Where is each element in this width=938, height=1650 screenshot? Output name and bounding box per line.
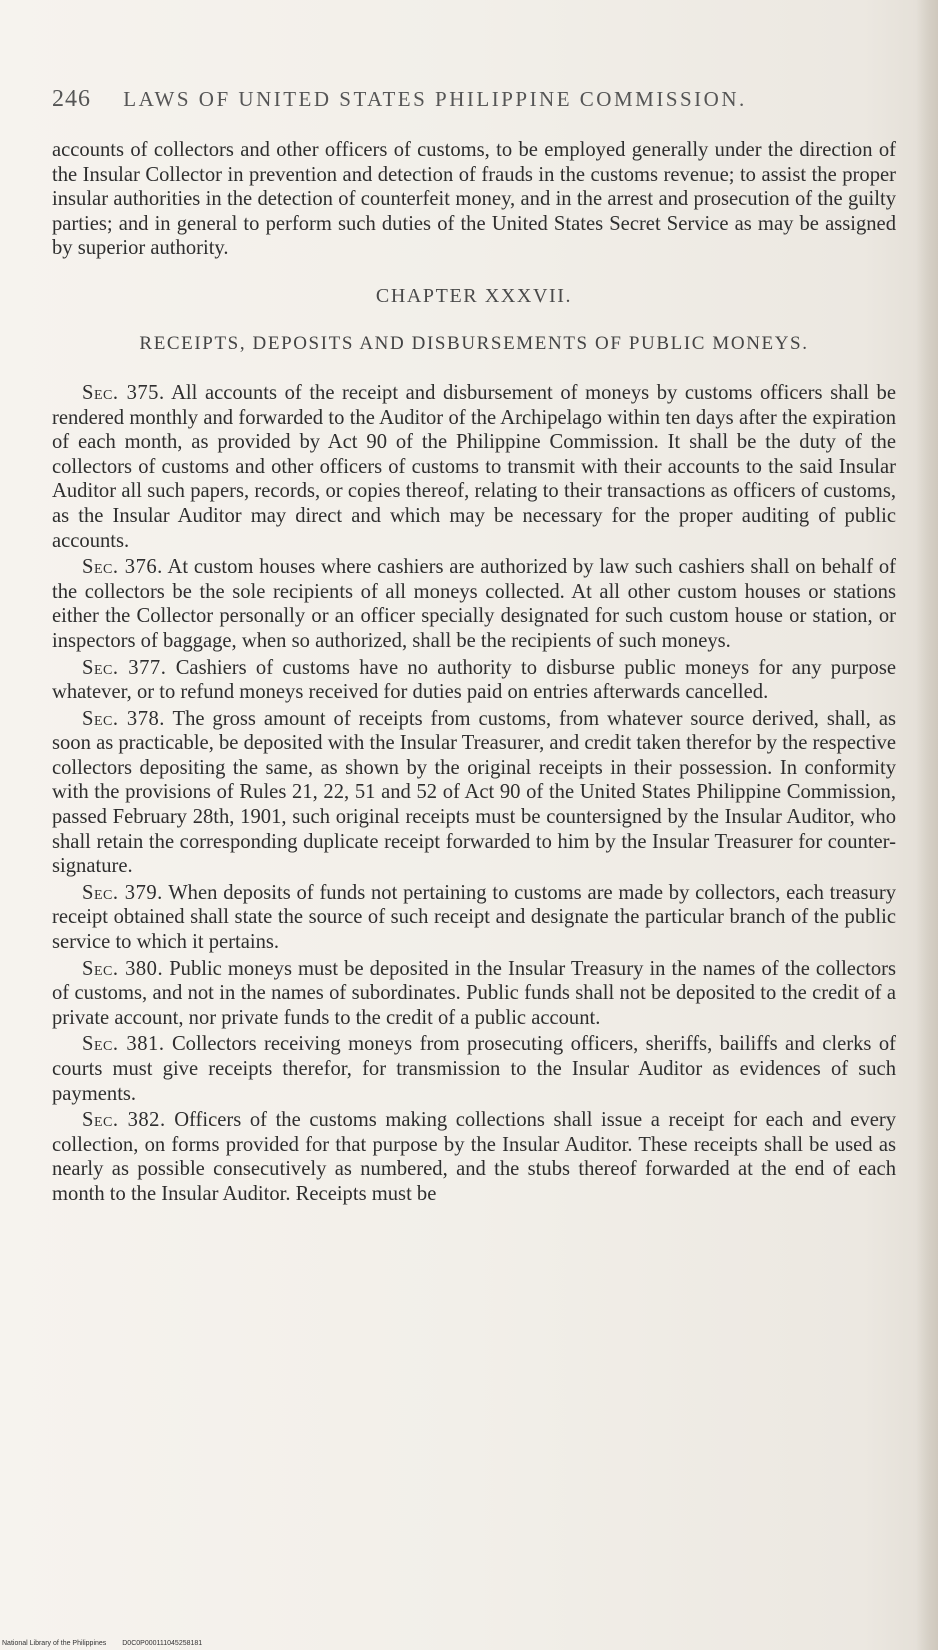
section-text: When deposits of funds not pertaining to customs are made by collectors, each treasury receipt obtained shall state the source of such receipt and designate the particular branch of the public service to which it pertains. xyxy=(52,881,896,954)
section-text: Officers of the customs making collections shall issue a receipt for each and every collection, on forms provided for that purpose by the Insular Auditor. These receipts shall be used as nearly as possible consecutively as numbered, and the stubs thereof forwarded at the end of each month to the Insular Auditor. Receipts must be xyxy=(52,1109,896,1205)
intro-paragraph: accounts of collectors and other officers of customs, to be employed generally under the direction of the Insular Collector in prevention and detection of frauds in the customs revenue; to assist the proper insular authorities in the detection of counterfeit money, and in the arrest and prosecution of the guilty parties; and in general to perform such duties of the United States Secret Service as may be assigned by superior authority. xyxy=(52,139,896,260)
section-text: All accounts of the receipt and disbursement of moneys by customs officers shall be rendered monthly and forwarded to the Auditor of the Archipelago within ten days after the expiration of each month, as provided by Act 90 of the Philippine Commission. It shall be the duty of the collectors of customs and other officers of customs to transmit with their accounts to the said Insular Auditor all such papers, records, or copies thereof, relating to their transactions as officers of customs, as the Insular Auditor may direct and which may be necessary for the proper auditing of public accounts. xyxy=(52,381,896,552)
section-text: Public moneys must be deposited in the Insular Treasury in the names of the collectors of customs, and not in the names of subordinates. Public funds shall not be deposited to the credit of a private account, nor private funds to the credit of a public account. xyxy=(52,957,896,1029)
section-381 xyxy=(52,1032,896,1106)
section-380 xyxy=(52,957,896,1031)
chapter-title: CHAPTER XXXVII. xyxy=(375,284,573,307)
section-label: Sec. 377. xyxy=(82,656,167,679)
section-label: Sec. 381. xyxy=(82,1033,165,1056)
scan-footer xyxy=(2,1640,202,1647)
section-379 xyxy=(52,881,896,955)
footer-identifier: D0C0P000111045258181 xyxy=(122,1640,203,1647)
page-body xyxy=(52,138,896,1207)
section-label: Sec. 376. xyxy=(82,556,163,579)
section-377 xyxy=(52,656,896,705)
page-gutter-shadow xyxy=(916,0,938,1650)
section-text: Collectors receiving moneys from prosecuting officers, sheriffs, bailiffs and clerks of courts must give receipts therefor, for transmission to the Insular Auditor as evidences of such payments. xyxy=(52,1033,896,1105)
footer-library: National Library of the Philippines xyxy=(2,1640,107,1647)
section-375 xyxy=(52,381,896,553)
section-text: At custom houses where cashiers are authorized by law such cashiers shall on behalf of the collectors be the sole recipients of all moneys collected. At all other custom houses or stations either the Collector personally or an officer specially designated for such custom house or station, or inspectors of baggage, when so authorized, shall be the recipients of such moneys. xyxy=(52,556,897,652)
chapter-subtitle: RECEIPTS, DEPOSITS AND DISBURSEMENTS OF PUBLIC MONEYS. xyxy=(139,332,809,354)
running-title: LAWS OF UNITED STATES PHILIPPINE COMMISSION. xyxy=(123,87,747,111)
section-label: Sec. 382. xyxy=(82,1109,166,1132)
page-number: 246 xyxy=(52,86,91,112)
section-text: Cashiers of customs have no authority to disburse public moneys for any purpose whatever, or to refund moneys received for duties paid on entries afterwards cancelled. xyxy=(52,656,897,704)
page-header xyxy=(52,86,912,113)
section-376 xyxy=(52,555,896,653)
section-text: The gross amount of receipts from customs, from whatever source derived, shall, as soon as practicable, be deposited with the Insular Treasurer, and credit taken therefor by the respective collectors depositing the same, as shown by the original receipts in their possession. In conformity with the provisions of Rules 21, 22, 51 and 52 of Act 90 of the United States Philippine Commission, passed February 28th, 1901, such original receipts must be countersigned by the Insular Auditor, who shall retain the corresponding duplicate receipt forwarded to him by the Insular Treasurer for counter-signature. xyxy=(52,707,896,878)
section-label: Sec. 380. xyxy=(82,957,164,980)
section-label: Sec. 378. xyxy=(82,707,165,730)
section-label: Sec. 375. xyxy=(82,381,165,404)
section-382 xyxy=(52,1108,896,1206)
section-label: Sec. 379. xyxy=(82,881,163,904)
section-378 xyxy=(52,707,896,879)
